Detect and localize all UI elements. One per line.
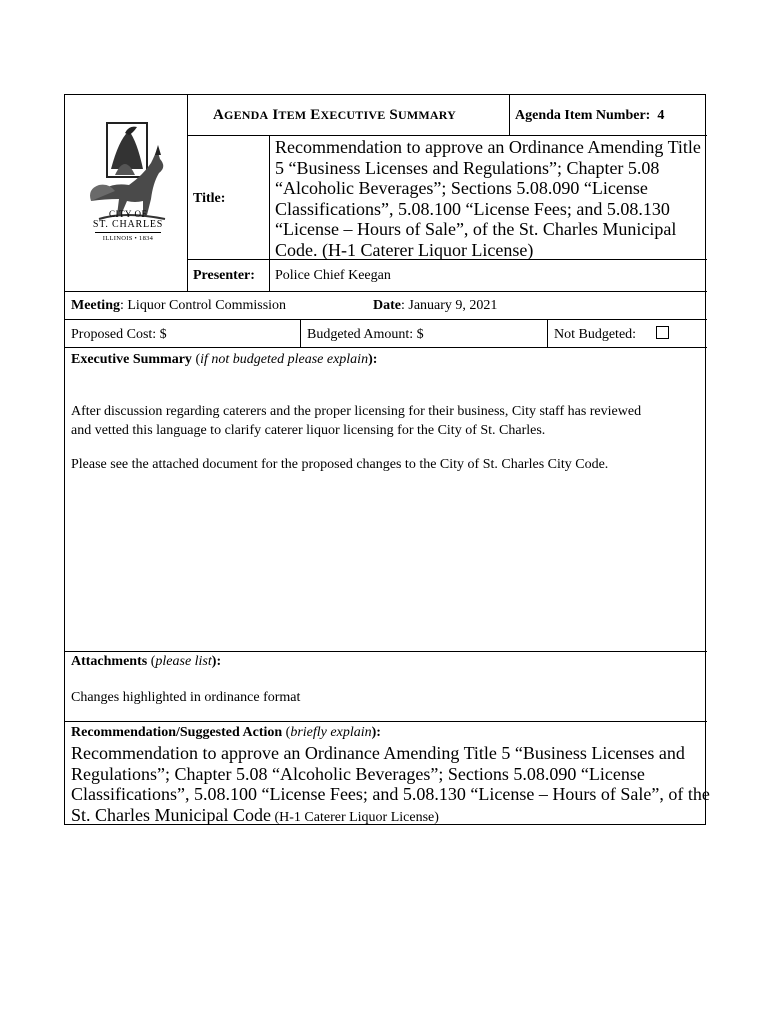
executive-summary-paragraph-1: [71, 402, 641, 440]
paren: (: [191, 352, 201, 367]
summary-line: and vetted this language to clarify caterer liquor licensing for the City of St. Charles.: [71, 423, 546, 438]
recommendation-label: Recommendation/Suggested Action: [71, 725, 283, 740]
title-line: 5 “Business Licenses and Regulations”; Chapter 5.08: [275, 157, 660, 178]
logo-divider: [187, 95, 188, 291]
form-title-word-2: ITEM: [272, 107, 307, 123]
meeting-rule: [65, 319, 707, 320]
attachments-label: Attachments: [71, 654, 148, 669]
not-budgeted-field: [554, 326, 669, 343]
form-title-word-4: SUMMARY: [389, 107, 457, 123]
cost-rule: [65, 347, 707, 348]
summary-rule: [65, 651, 707, 652]
logo-city-of: CITY OF: [109, 209, 147, 219]
recommendation-line: [71, 805, 710, 829]
cost-divider-2: [547, 319, 548, 347]
presenter-rule: [65, 291, 707, 292]
recommendation-heading: [71, 724, 381, 741]
title-line: Classifications”, 5.08.100 “License Fees; and 5.08.130: [275, 198, 670, 219]
header-rule: [187, 135, 707, 136]
title-line: “Alcoholic Beverages”; Sections 5.08.090 “License: [275, 178, 648, 198]
city-logo: [85, 119, 171, 249]
form-title: [213, 107, 456, 124]
attachments-value: Changes highlighted in ordinance format: [71, 690, 301, 705]
executive-summary-form: [64, 94, 710, 825]
recommendation-line-main: St. Charles Municipal Code: [71, 804, 271, 825]
paren: (: [282, 725, 291, 740]
executive-summary-heading: [71, 351, 377, 368]
form-title-word-1: AGENDA: [213, 107, 269, 123]
date-label: Date: [373, 298, 401, 313]
presenter-label: Presenter:: [193, 268, 255, 283]
paren: ):: [368, 352, 378, 367]
paren: ):: [211, 654, 222, 669]
recommendation-line-small: (H-1 Caterer Liquor License): [270, 809, 439, 825]
recommendation-note: briefly explain: [290, 725, 372, 740]
agenda-number-divider: [509, 95, 510, 135]
recommendation-line: Regulations”; Chapter 5.08 “Alcoholic Beverages”; Sections 5.08.090 “License: [71, 763, 645, 784]
paren: ):: [371, 725, 381, 740]
cost-divider-1: [300, 319, 301, 347]
agenda-item-value: 4: [657, 108, 665, 123]
form-title-word-3: EXECUTIVE: [310, 107, 386, 123]
title-line: Recommendation to approve an Ordinance Amending Title: [275, 137, 701, 157]
summary-line: After discussion regarding caterers and the proper licensing for their business, City staff has reviewed: [71, 404, 642, 419]
attachments-note: please list: [155, 654, 212, 669]
title-line: “License – Hours of Sale”, of the St. Charles Municipal: [275, 219, 677, 239]
not-budgeted-label: Not Budgeted:: [554, 327, 637, 342]
not-budgeted-checkbox[interactable]: [656, 326, 669, 339]
meeting-label: Meeting: [71, 298, 120, 313]
executive-summary-note: if not budgeted please explain: [200, 352, 369, 367]
agenda-item-number: [515, 107, 664, 124]
title-line: Code. (H-1 Caterer Liquor License): [275, 239, 534, 260]
recommendation-line: Recommendation to approve an Ordinance Amending Title 5 “Business Licenses and: [71, 743, 685, 763]
date-value: : January 9, 2021: [401, 298, 498, 313]
meeting-field: [71, 297, 286, 314]
presenter-value: Police Chief Keegan: [275, 268, 391, 283]
title-label-divider: [269, 135, 270, 291]
meeting-value: : Liquor Control Commission: [119, 298, 287, 313]
recommendation-line: Classifications”, 5.08.100 “License Fees; and 5.08.130 “License – Hours of Sale”, of the: [71, 784, 710, 804]
logo-city-name: ST. CHARLES: [92, 219, 164, 230]
agenda-item-label: Agenda Item Number:: [515, 108, 651, 123]
logo-state-year: ILLINOIS • 1834: [102, 235, 154, 242]
date-field: [373, 297, 497, 314]
proposed-cost: Proposed Cost: $: [71, 327, 167, 342]
title-label: Title:: [193, 191, 226, 206]
executive-summary-paragraph-2: Please see the attached document for the proposed changes to the City of St. Charles City Code.: [71, 457, 609, 472]
paren: (: [147, 654, 156, 669]
budgeted-amount: Budgeted Amount: $: [307, 327, 424, 342]
logo-underline: [95, 232, 161, 233]
recommendation-text: [71, 743, 710, 828]
attachments-rule: [65, 721, 707, 722]
title-text: [275, 137, 701, 260]
attachments-heading: [71, 653, 221, 670]
executive-summary-label: Executive Summary: [71, 352, 192, 367]
